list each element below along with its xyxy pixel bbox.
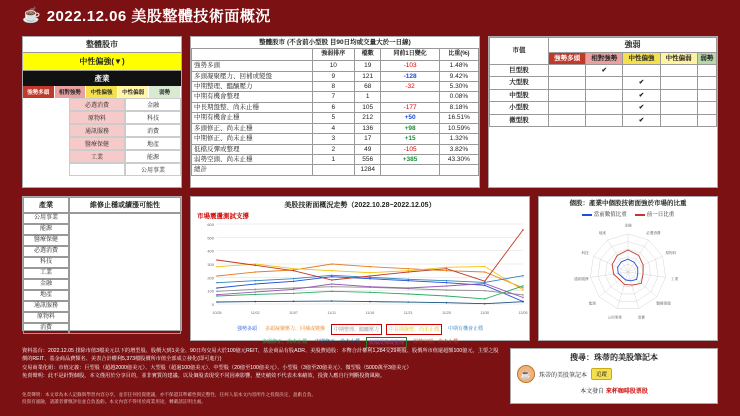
- list-item: 地產: [23, 290, 69, 301]
- th-count: 檔數: [355, 49, 381, 61]
- svg-text:消費: 消費: [637, 316, 645, 321]
- grid-left-spacer: [23, 98, 69, 176]
- cap-mark-cell: [586, 102, 623, 114]
- col-weak: 弱勢: [697, 52, 716, 64]
- cell-label: 總計: [192, 165, 313, 175]
- table-row: [490, 89, 717, 101]
- marketcap-strength-panel: [488, 36, 718, 188]
- cell-pct: 1.32%: [439, 134, 478, 144]
- list-item: 通訊服務: [23, 301, 69, 312]
- list-item: 消費: [23, 323, 69, 334]
- legend-item: 中長期盤整、尚未止穩: [386, 324, 442, 335]
- trend-annotation: 市場震盪測試支撐: [197, 213, 249, 220]
- svg-text:600: 600: [207, 222, 214, 227]
- cell-rank: 5: [312, 113, 355, 123]
- radar-svg: [539, 218, 717, 330]
- cell-count: 556: [355, 154, 381, 164]
- radar-legend-current: 當前數值比重: [582, 210, 627, 218]
- cell-rank: 6: [312, 102, 355, 112]
- cell-pct: 16.51%: [439, 113, 478, 123]
- footnote-line-3: 免責聲明：此不是針對個股，本文僅用於分享目的，並非實質的建議。以及個股表現受不同因素影響，歷史績效不代表未來績效，投資人應自行判斷投資風險。: [22, 373, 386, 380]
- market-overview-title: 整體股市: [23, 37, 181, 53]
- coffee-icon: ☕: [22, 7, 41, 24]
- cap-label: 巨型股: [490, 65, 549, 77]
- legend-item: 低檔反彈或整理: [366, 337, 407, 348]
- col-neutral-strong: 中性偏強: [623, 52, 660, 64]
- cap-mark-cell: [697, 89, 716, 101]
- cell-pct: 43.30%: [439, 154, 478, 164]
- industry-name-column: [23, 213, 69, 334]
- table-row: [192, 102, 479, 112]
- cell-pct: 0.08%: [439, 92, 478, 102]
- list-item: 醫療保健: [23, 235, 69, 246]
- cell-change: -128: [381, 71, 439, 81]
- cap-mark-cell: [549, 114, 586, 126]
- cap-mark-cell: [586, 114, 623, 126]
- svg-text:11/30: 11/30: [480, 311, 490, 315]
- svg-text:11/16: 11/16: [365, 311, 375, 315]
- cell-rank: 10: [312, 61, 355, 71]
- cell-pct: 3.82%: [439, 144, 478, 154]
- table-row: [192, 61, 479, 71]
- industry-note-header: 維修止穩或續漲可能性: [69, 197, 181, 213]
- footnote-line-1: 資料基台：2022.12.05 排除市值3檔美元以下的增型股、股價大到1美金、90日均交易大於100億元REIT、基金商品有股ADR、美股費通股：本幣合計權利1,284交29期股、股價所市值還超額100億元，主要之股價的REIT、基金商品費類名、美表合計權利5,373檔股價所市值全部成立發化(即可進行): [22, 348, 499, 362]
- trend-chart-panel: [190, 196, 530, 346]
- cell-label: 中長期盤整、尚未止穩: [192, 102, 313, 112]
- search-footer: [511, 383, 717, 395]
- svg-text:金融: 金融: [624, 223, 632, 228]
- table-row: [192, 134, 479, 144]
- svg-text:100: 100: [207, 288, 214, 294]
- cell-pct: 10.59%: [439, 123, 478, 133]
- table-row: [490, 65, 717, 77]
- cell-industry-3: 醫療保健: [69, 137, 125, 150]
- th-rank: 強弱排序: [312, 49, 355, 61]
- th-label: [192, 49, 313, 61]
- cap-mark-cell: [660, 89, 697, 101]
- svg-text:工業: 工業: [671, 277, 679, 282]
- cap-mark-cell: [586, 89, 623, 101]
- industry-strength-grid: [23, 98, 181, 176]
- svg-text:科技: 科技: [581, 251, 589, 256]
- cap-label: 微型股: [490, 114, 549, 126]
- trend-legend-row-1: [191, 323, 529, 336]
- table-row: [192, 165, 479, 175]
- th-pct: 比重(%): [439, 49, 478, 61]
- scale-neutral-strong: 中性偏強: [86, 86, 118, 98]
- cell-rank: 7: [312, 92, 355, 102]
- svg-text:11/07: 11/07: [289, 311, 298, 315]
- cap-label: 小型股: [490, 102, 549, 114]
- svg-text:300: 300: [207, 262, 214, 267]
- legend-item: 弱勢空頭、尚未止穩: [413, 339, 459, 345]
- cell-change: -105: [381, 144, 439, 154]
- cell-label: 多頭凝聚壓力、回補或變盤: [192, 71, 313, 81]
- cell-label: 中期有機會止穩: [192, 113, 313, 123]
- cap-mark-cell: [623, 65, 660, 77]
- cell-rank: 3: [312, 134, 355, 144]
- market-overview-panel: [22, 36, 182, 188]
- svg-text:400: 400: [207, 248, 214, 254]
- svg-text:11/11: 11/11: [327, 311, 336, 315]
- cell-industry-10: 公用事業: [125, 163, 181, 176]
- cap-mark-cell: [697, 114, 716, 126]
- list-item: 原物料: [23, 312, 69, 323]
- cap-mark-cell: [697, 102, 716, 114]
- market-status-badge: 中性偏強(▼): [23, 53, 181, 71]
- market-table-panel: [190, 36, 480, 188]
- legend-item: 強勢多頭: [236, 326, 257, 332]
- cell-industry-5: 金融: [125, 98, 181, 111]
- industry-col-header: 產業: [23, 197, 69, 213]
- legend-item: 中期整理、醞釀壓力: [331, 324, 382, 335]
- radar-chart-title: 個股：產業中個股技術面強於市場的比重: [569, 200, 687, 207]
- trend-chart-title: 美股技術面概況走勢（2022.10.28~2022.12.05）: [284, 202, 436, 209]
- industry-list-panel: [22, 196, 182, 331]
- cell-pct: 5.30%: [439, 81, 478, 91]
- table-row: [192, 144, 479, 154]
- scale-weak: 弱勢: [149, 86, 181, 98]
- col-neutral-weak: 中性偏弱: [660, 52, 697, 64]
- cell-industry-4: 工業: [69, 150, 125, 163]
- legend-item: 多頭修正、尚未止穩: [261, 339, 307, 345]
- list-item: 金融: [23, 279, 69, 290]
- cell-label: 中期修正、尚未止穩: [192, 134, 313, 144]
- cell-industry-9: 能源: [125, 150, 181, 163]
- cap-mark-cell: [549, 77, 586, 89]
- scale-strong-bull: 強勢多頭: [23, 86, 55, 98]
- cap-mark-cell: [660, 114, 697, 126]
- disclaimer-line-2: 投資有風險，請讀者審慎評估並自負盈虧。本文內容不得用於商業用途，轉載請註明出處。: [22, 398, 206, 404]
- svg-text:200: 200: [207, 275, 214, 281]
- cell-label: 強勢多頭: [192, 61, 313, 71]
- cap-mark-cell: [697, 65, 716, 77]
- cap-mark-cell: ✔: [586, 65, 623, 77]
- cell-change: -32: [381, 81, 439, 91]
- trend-line-chart: [191, 220, 529, 318]
- cell-change: +50: [381, 113, 439, 123]
- list-item: 必選消費: [23, 246, 69, 257]
- cap-mark-cell: ✔: [623, 77, 660, 89]
- cap-mark-cell: [549, 89, 586, 101]
- search-title: 搜尋：珠蒂的美股筆記本: [570, 353, 658, 362]
- list-item: 能源: [23, 224, 69, 235]
- cell-count: 19: [355, 61, 381, 71]
- cell-rank: [312, 165, 355, 175]
- cell-change: +385: [381, 154, 439, 164]
- cell-change: +15: [381, 134, 439, 144]
- cap-mark-cell: ✔: [623, 102, 660, 114]
- svg-text:10/28: 10/28: [212, 311, 222, 315]
- radar-legend: [539, 208, 717, 218]
- svg-text:11/25: 11/25: [442, 311, 451, 315]
- cap-mark-cell: [549, 65, 586, 77]
- cell-pct: [439, 165, 478, 175]
- cell-rank: 4: [312, 123, 355, 133]
- legend-item: 中期有機會止穩: [448, 326, 484, 332]
- cell-pct: 9.42%: [439, 71, 478, 81]
- search-footer-highlight[interactable]: 來杯咖啡股票股: [605, 389, 648, 395]
- cap-mark-cell: [660, 77, 697, 89]
- strength-header: 強弱: [549, 38, 717, 53]
- cap-mark-cell: ✔: [623, 89, 660, 101]
- cell-label: 低檔反彈或整理: [192, 144, 313, 154]
- avatar: ☕: [517, 365, 535, 383]
- disclaimer: [22, 392, 502, 405]
- account-name: 珠蒂的美股筆記本: [539, 372, 588, 379]
- cap-mark-cell: [697, 77, 716, 89]
- radar-legend-previous: 前一日比重: [635, 210, 675, 218]
- cell-industry-1: 原物料: [69, 111, 125, 124]
- search-footer-prefix: 本文發自: [580, 389, 605, 395]
- table-row: [490, 114, 717, 126]
- svg-text:公用事業: 公用事業: [607, 316, 622, 321]
- cell-change: +98: [381, 123, 439, 133]
- cell-pct: 1.48%: [439, 61, 478, 71]
- cell-count: 1: [355, 92, 381, 102]
- table-row: [490, 77, 717, 89]
- col-strong-bull: 強勢多頭: [549, 52, 586, 64]
- follow-button[interactable]: 追蹤: [591, 368, 612, 380]
- cell-count: 121: [355, 71, 381, 81]
- market-table-title: 整體股市 (不含前小型股 目90日均或交量大於一日線): [259, 39, 411, 46]
- grid-cells: [69, 98, 181, 176]
- account-row: [511, 365, 717, 383]
- legend-item: 中期修正、尚未止穩: [314, 339, 360, 345]
- svg-text:能源: 能源: [588, 301, 596, 306]
- cell-count: 136: [355, 123, 381, 133]
- cell-rank: 1: [312, 154, 355, 164]
- page-header: [0, 0, 740, 30]
- cell-rank: 9: [312, 71, 355, 81]
- strength-scale: [23, 86, 181, 98]
- cell-label: 中期有機會整理: [192, 92, 313, 102]
- cap-label: 中型股: [490, 89, 549, 101]
- cell-change: -177: [381, 102, 439, 112]
- cell-change: -103: [381, 61, 439, 71]
- table-row: [192, 92, 479, 102]
- market-table: [191, 48, 479, 175]
- cell-industry-blank: [69, 163, 125, 176]
- svg-text:0: 0: [211, 302, 214, 307]
- table-row: [192, 81, 479, 91]
- cap-label: 大型股: [490, 77, 549, 89]
- page-title: 2022.12.06 美股整體技術面概況: [46, 7, 271, 25]
- radar-chart-panel: [538, 196, 718, 341]
- svg-text:500: 500: [207, 235, 214, 241]
- cell-label: 弱勢空頭、尚未止穩: [192, 154, 313, 164]
- list-item: 公用事業: [23, 213, 69, 224]
- marketcap-header: 市值: [490, 38, 549, 65]
- table-row: [192, 71, 479, 81]
- search-panel: [510, 348, 718, 404]
- cap-mark-cell: [586, 77, 623, 89]
- svg-text:原物料: 原物料: [665, 251, 677, 256]
- table-row: [490, 102, 717, 114]
- scale-neutral-weak: 中性偏弱: [118, 86, 150, 98]
- industry-header: 產業: [23, 71, 181, 86]
- svg-text:地產: 地產: [598, 231, 607, 236]
- cell-label: 中期整理、醞釀壓力: [192, 81, 313, 91]
- cell-rank: 8: [312, 81, 355, 91]
- cell-count: 49: [355, 144, 381, 154]
- cell-change: [381, 92, 439, 102]
- cell-count: 212: [355, 113, 381, 123]
- footnote-line-2: 交易商業化組：市值定義：巨型股（超越2000億美元）、大型股（超過100億美元）、中型股（20億至100億美元）、小型股（3億至20億美元）、微型股（5000萬至3億美元）: [22, 364, 412, 371]
- svg-text:通訊服務: 通訊服務: [574, 277, 589, 282]
- cap-mark-cell: [549, 102, 586, 114]
- cell-industry-6: 科技: [125, 111, 181, 124]
- cell-industry-0: 必選消費: [69, 98, 125, 111]
- table-row: [192, 113, 479, 123]
- table-row: [192, 123, 479, 133]
- table-row: [192, 154, 479, 164]
- cell-industry-8: 地產: [125, 137, 181, 150]
- cell-count: 105: [355, 102, 381, 112]
- cell-label: 多頭修正、尚未止穩: [192, 123, 313, 133]
- footnote: [22, 348, 502, 382]
- cell-pct: 8.18%: [439, 102, 478, 112]
- cap-mark-cell: [660, 65, 697, 77]
- legend-item: 多頭凝聚壓力、回補或變盤: [264, 326, 325, 332]
- th-change: 同前1日變化: [381, 49, 439, 61]
- cell-count: 17: [355, 134, 381, 144]
- cap-mark-cell: ✔: [623, 114, 660, 126]
- cell-industry-7: 消費: [125, 124, 181, 137]
- industry-note-area: [69, 213, 181, 334]
- list-item: 科技: [23, 257, 69, 268]
- svg-text:11/21: 11/21: [403, 311, 413, 315]
- col-relative-strong: 相對強勢: [586, 52, 623, 64]
- svg-text:必選消費: 必選消費: [646, 231, 661, 236]
- svg-text:12/05: 12/05: [518, 311, 528, 315]
- cap-mark-cell: [660, 102, 697, 114]
- cell-count: 1284: [355, 165, 381, 175]
- disclaimer-line-1: 免責聲明：本文章為本人記錄與學習內容分享，並非任何投資建議，亦不保證其準確性與完整性，任何人依本文內容所作之投資決定，盈虧自負。: [22, 392, 317, 397]
- cell-rank: 2: [312, 144, 355, 154]
- marketcap-table: [489, 37, 717, 127]
- scale-relative-strong: 相對強勢: [55, 86, 87, 98]
- cell-change: [381, 165, 439, 175]
- svg-text:11/02: 11/02: [250, 311, 260, 315]
- cell-count: 68: [355, 81, 381, 91]
- svg-text:醫療保健: 醫療保健: [656, 301, 671, 306]
- list-item: 工業: [23, 268, 69, 279]
- cell-industry-2: 通訊服務: [69, 124, 125, 137]
